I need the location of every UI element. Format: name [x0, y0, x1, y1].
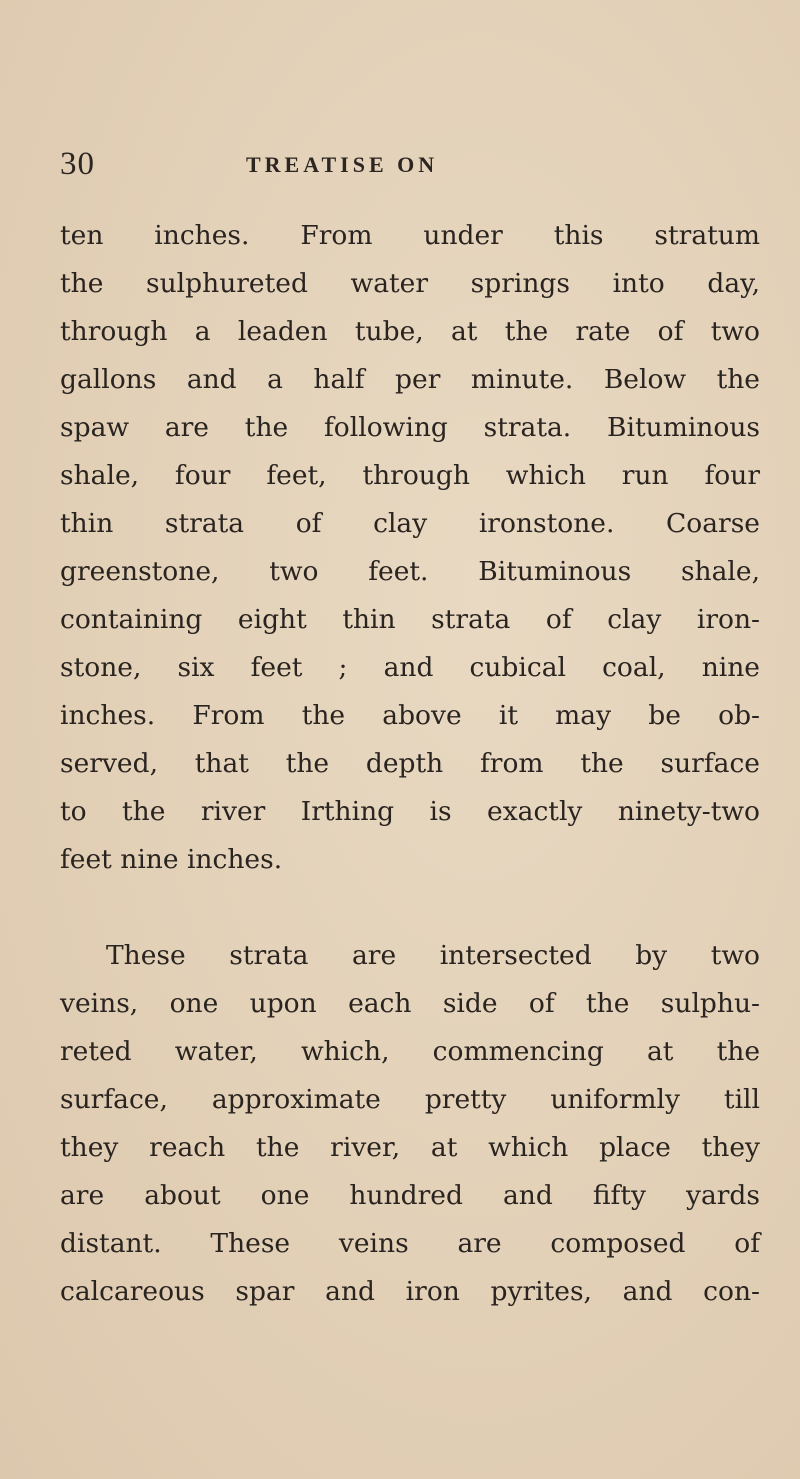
text-line: through a leaden tube, at the rate of two	[60, 316, 760, 347]
text-line: the sulphureted water springs into day,	[60, 268, 760, 299]
text-line: distant. These veins are composed of	[60, 1228, 760, 1259]
running-head	[60, 146, 740, 186]
text-line: veins, one upon each side of the sulphu-	[60, 988, 760, 1019]
text-line: containing eight thin strata of clay iron-	[60, 604, 760, 635]
text-line: inches. From the above it may be ob-	[60, 700, 760, 731]
text-line: are about one hundred and fifty yards	[60, 1180, 760, 1211]
text-line: to the river Irthing is exactly ninety-two	[60, 796, 760, 827]
text-line: feet nine inches.	[60, 844, 283, 875]
text-line: gallons and a half per minute. Below the	[60, 364, 760, 395]
paragraph-gap	[60, 884, 760, 932]
page-number: 30	[60, 146, 95, 182]
text-line: shale, four feet, through which run four	[60, 460, 760, 491]
text-line: surface, approximate pretty uniformly till	[60, 1084, 760, 1115]
text-line: These strata are intersected by two	[106, 940, 760, 971]
text-line: served, that the depth from the surface	[60, 748, 760, 779]
body-text	[60, 212, 760, 1316]
text-line: thin strata of clay ironstone. Coarse	[60, 508, 760, 539]
text-line: ten inches. From under this stratum	[60, 220, 760, 251]
text-line: they reach the river, at which place they	[60, 1132, 760, 1163]
text-line: greenstone, two feet. Bituminous shale,	[60, 556, 760, 587]
text-line: stone, six feet ; and cubical coal, nine	[60, 652, 760, 683]
paragraph-2	[60, 932, 760, 1316]
paragraph-1	[60, 212, 760, 884]
text-line: calcareous spar and iron pyrites, and con-	[60, 1276, 760, 1307]
text-line: reted water, which, commencing at the	[60, 1036, 760, 1067]
running-title: TREATISE ON	[246, 152, 439, 177]
text-line: spaw are the following strata. Bituminous	[60, 412, 760, 443]
